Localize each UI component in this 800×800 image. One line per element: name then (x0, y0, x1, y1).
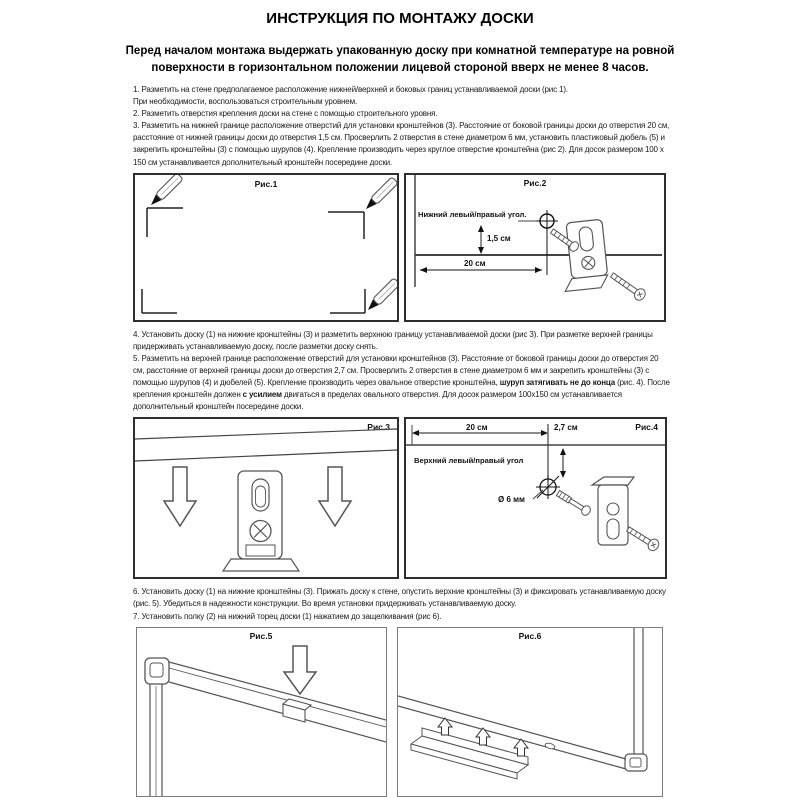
down-arrow-icon (164, 467, 196, 526)
figure-1 (133, 173, 399, 322)
step-4: 4. Установить доску (1) на нижние кронштейны (3) и разметить верхнюю границу устанавливаемой доски (рис 3). При разметке верхней границы придерживать устанавливаемую доску, после разметки доску снять. (133, 329, 653, 351)
page-title: ИНСТРУКЦИЯ ПО МОНТАЖУ ДОСКИ (266, 10, 534, 27)
figure-2 (404, 173, 666, 322)
step-3: 3. Разметить на нижней границе расположение отверстий для установки кронштейнов (3). Расстояние от боковой границы доски до отверстия 20 см, расстояние от нижней границы доски до отверстия 1,5 см. Просверлить 2 отверстия в стене диаметром 6 мм, установить пластиковый дюбель (5) и закрепить кронштейны (3) с помощью шурупов (4). Крепление производить через круглое отверстие кронштейна (рис 2). Для досок размером 100 х 150 см устанавливается дополнительный кронштейн посередине доски. (133, 121, 670, 167)
pen-icon (363, 176, 397, 211)
figure-row-1 (133, 173, 800, 322)
corner-annotation: Нижний левый/правый угол. (418, 209, 527, 219)
steps-6-7 (133, 586, 670, 622)
figure-row-3 (136, 627, 800, 797)
drill-hole-marker (536, 210, 558, 275)
latch-detail (545, 742, 556, 750)
board-edge-strip (135, 429, 397, 461)
pen-tray (411, 728, 528, 779)
frame-right-bar (634, 628, 643, 756)
dim-20-cm (412, 423, 548, 445)
figure-6 (397, 627, 663, 797)
frame-corner-cap (625, 754, 647, 771)
svg-text:1,5 см: 1,5 см (487, 233, 511, 243)
figure-4-diagram (406, 419, 665, 577)
figure-3 (133, 417, 399, 579)
svg-text:Ø 6 мм: Ø 6 мм (498, 495, 525, 505)
dim-2-7-cm (554, 423, 578, 478)
frame-left-bar (150, 684, 162, 796)
screw-icon (625, 524, 661, 553)
screw-icon (609, 270, 648, 302)
down-arrow-icon (319, 467, 351, 526)
bracket-icon (223, 471, 299, 571)
step-5: 5. Разметить на верхней границе расположение отверстий для установки кронштейнов (3). Расстояние от боковой границы доски до отверстия 20 см, расстояние от верхней границы доски до отверстия 2,7 см. Просверлить 2 отверстия в стене диаметром 6 мм и закрепить кронштейны (3) с помощью шурупов (4) и дюбелей (5). Крепление производить через овальное отверстие кронштейна, шуруп затягивать не до конца (рис. 4). После крепления кронштейн должен с усилием двигаться в пределах овального отверстия. Для досок размером 100х150 см устанавливается дополнительный кронштейн посередине доски. (133, 353, 670, 412)
steps-4-5 (133, 329, 670, 414)
svg-text:20 см: 20 см (464, 258, 486, 268)
dim-20-cm (420, 259, 542, 273)
figure-1-label: Рис.1 (254, 178, 278, 189)
figure-row-2 (133, 417, 800, 579)
figure-3-label: Рис.3 (367, 422, 390, 433)
figure-3-diagram (135, 419, 397, 577)
step-2: 2. Разметить отверстия крепления доски на стене с помощью строительного уровня. (133, 109, 438, 119)
figure-6-label: Рис.6 (518, 630, 542, 641)
figure-5-diagram (137, 628, 386, 796)
dim-diameter (498, 490, 543, 504)
step-1: 1. Разметить на стене предполагаемое расположение нижней/верхней и боковых границ устанавливаемой доски (рис 1). При необходимости, воспользоваться строительным уровнем. (133, 85, 568, 107)
upper-bracket-clip (283, 699, 311, 722)
screw-icon (555, 489, 592, 517)
figure-6-diagram (398, 628, 662, 796)
svg-text:2,7 см: 2,7 см (554, 423, 578, 433)
figure-5-label: Рис.5 (249, 630, 273, 641)
intro-warning: Перед началом монтажа выдержать упакованную доску при комнатной температуре на ровной поверхности в горизонтальном положении лицевой стороной вверх не менее 8 часов. (125, 45, 675, 74)
figure-2-label: Рис.2 (523, 177, 547, 188)
figure-4-label: Рис.4 (635, 422, 658, 433)
step-6: 6. Установить доску (1) на нижние кронштейны (3). Прижать доску к стене, опустить верхние кронштейны (3) и фиксировать устанавливаемую доску (рис. 5). Убедиться в надежности конструкции. Во время установки придерживать устанавливаемую доску. (133, 587, 666, 609)
corner-annotation: Верхний левый/правый угол (414, 456, 524, 466)
pen-icon (148, 175, 183, 208)
figure-2-diagram (406, 175, 664, 320)
svg-text:20 см: 20 см (466, 423, 488, 433)
pen-icon (365, 277, 397, 312)
down-arrow-icon (284, 646, 316, 694)
corner-marks (142, 208, 365, 313)
figure-1-diagram (135, 175, 397, 320)
dim-1-5-cm (478, 225, 511, 254)
steps-1-3 (133, 84, 670, 169)
frame-corner-cap (145, 658, 169, 684)
step-7: 7. Установить полку (2) на нижний торец доски (1) нажатием до защелкивания (рис 6). (133, 611, 442, 621)
bracket-icon (592, 477, 634, 545)
figure-4 (404, 417, 667, 579)
figure-5 (136, 627, 387, 797)
frame-top-bar (169, 662, 386, 742)
